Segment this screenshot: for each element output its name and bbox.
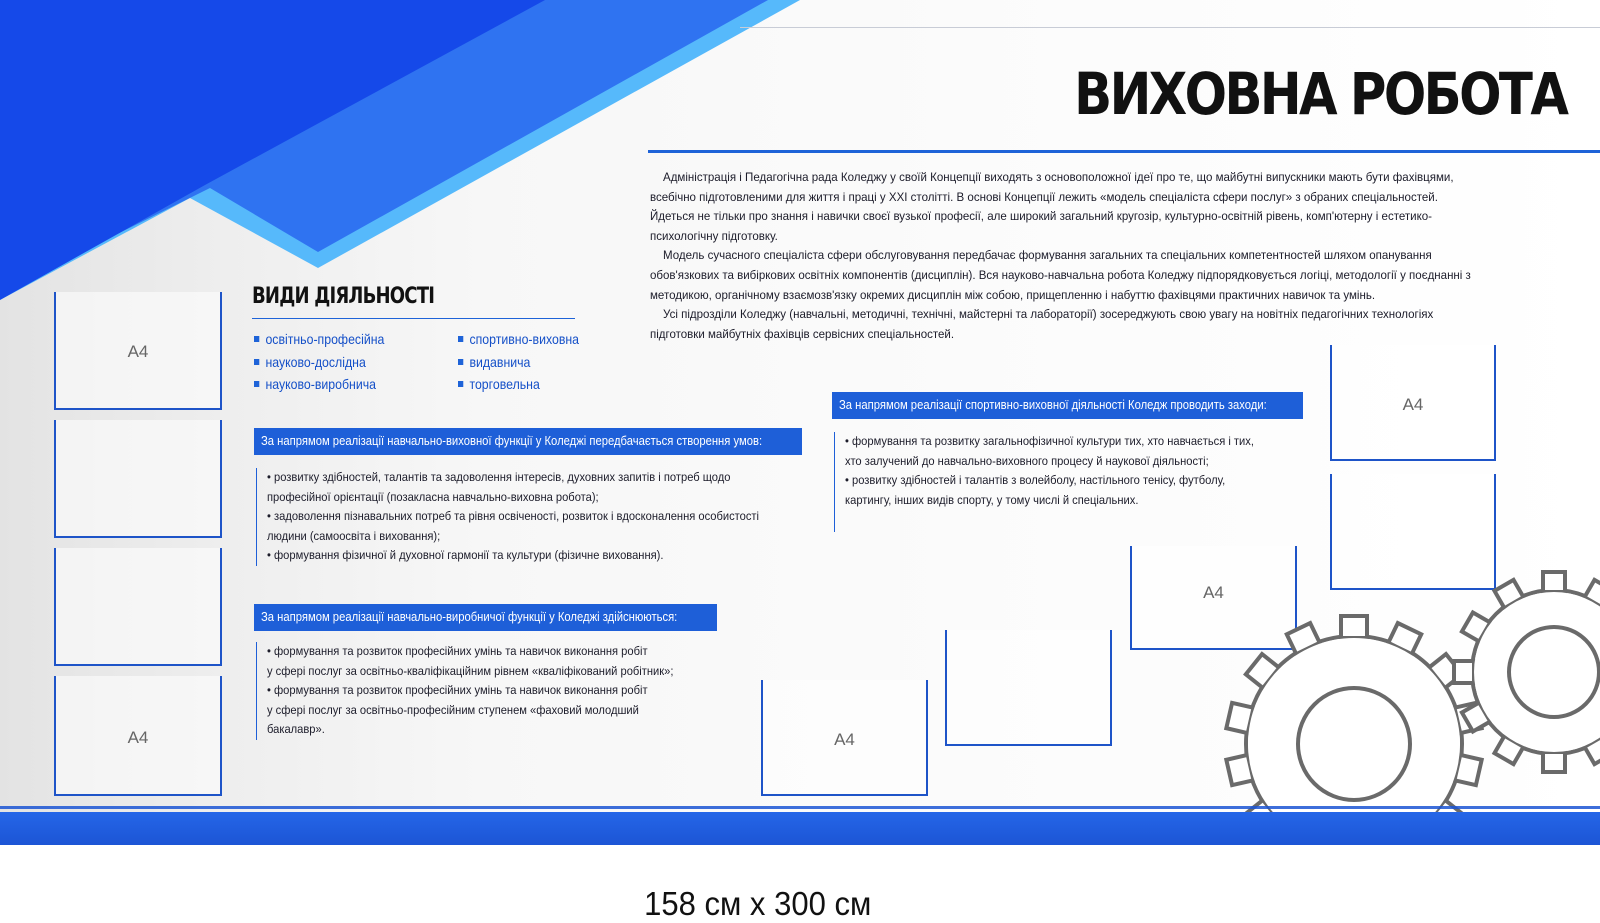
block-line: у сфері послуг за освітньо-професійним ступенем «фаховий молодший	[267, 702, 639, 717]
dimensions-caption	[48, 885, 1552, 923]
block-line: професійної орієнтації (позакласна навчально-виховна робота);	[267, 489, 599, 504]
activity-item: науково-дослідна	[254, 351, 384, 374]
block-line: • формування та розвиток професійних умінь та навичок виконання робіт	[267, 644, 648, 658]
footer-thin-stripe	[0, 806, 1600, 809]
gear-tooth	[1543, 752, 1565, 772]
block-line: • формування та розвиток професійних умінь та навичок виконання робіт	[267, 683, 648, 698]
board-title: ВИХОВНА РОБОТА	[1073, 60, 1566, 128]
block-line: • задоволення пізнавальних потреб та рівня освіченості, розвиток і вдосконалення особистості	[267, 509, 760, 524]
pocket-label: А4	[1402, 395, 1424, 414]
activities-title: ВИДИ ДІЯЛЬНОСТІ	[252, 284, 435, 309]
pocket-label: А4	[127, 728, 149, 747]
block-line: у сфері послуг за освітньо-кваліфікаційним рівнем «кваліфікований робітник»;	[267, 663, 674, 678]
block-line: картингу, інших видів спорту, у тому числі й спеціальних.	[845, 492, 1139, 507]
gear-tooth	[1543, 572, 1565, 592]
intro-paragraph: Модель сучасного спеціаліста сфери обслуговування передбачає формування загальних та спеціальних компетентностей шляхом опанування обов'язкових та вибіркових освітніх компонентів (дисциплін). Вся науково-навчальна робота Коледжу підпорядковується логіці, методології у поєднанні з методикою, органічному взаємозв'язку окремих дисциплін між собою, прищепленню і набуттю фахівцями практичних навичок та умінь.	[650, 248, 1471, 302]
dimensions-text: 158 см х 300 см	[644, 885, 872, 922]
activity-item: спортивно-виховна	[458, 328, 579, 351]
activity-item: науково-виробнича	[254, 373, 384, 396]
block-line: • формування фізичної й духовної гармонії та культури (фізичне виховання).	[267, 548, 664, 563]
activity-item: освітньо-професійна	[254, 328, 384, 351]
educational-header-text: За напрямом реалізації навчально-виховної функції у Коледжі передбачається створення умов:	[261, 434, 763, 448]
block-line: людини (самоосвіта і виховання);	[267, 528, 441, 543]
activity-item: видавнича	[458, 351, 579, 374]
sports-header-text: За напрямом реалізації спортивно-виховної діяльності Коледж проводить заходи:	[839, 398, 1267, 412]
footer-stripe	[0, 812, 1600, 845]
gear-tooth	[1454, 661, 1474, 683]
block-line: • формування та розвитку загальнофізичної культури тих, хто навчається і тих,	[845, 434, 1254, 448]
block-line: • розвитку здібностей, талантів та задоволення інтересів, духовних запитів і потреб щодо	[267, 470, 731, 484]
production-header-text: За напрямом реалізації навчально-виробничої функції у Коледжі здійснюються:	[261, 610, 678, 624]
gear-tooth	[1341, 616, 1367, 638]
pocket-label: А4	[1203, 583, 1224, 602]
block-line: • розвитку здібностей і талантів з волейболу, настільного тенісу, футболу,	[845, 473, 1226, 488]
pocket-label: А4	[834, 730, 855, 749]
activity-item: торговельна	[458, 373, 579, 396]
intro-paragraph: Адміністрація і Педагогічна рада Коледжу у своїй Концепції виходять з основоположної ідеї про те, що майбутні випускники мають бути фахівцями, всебічно підготовленими для життя і праці у XXI столітті. В основі Концепції лежить «модель спеціаліста сфери послуг» з обраних спеціальностей. Йдеться не тільки про знання і навички своєї вузької професії, але широкий загальний кругозір, культурно-освітній рівень, комп'ютерну і естетико-психологічну підготовку.	[650, 170, 1454, 243]
pocket-label: А4	[127, 342, 149, 361]
block-line: бакалавр».	[267, 722, 325, 737]
block-line: хто залучений до навчально-виховного процесу й наукової діяльності;	[845, 453, 1209, 468]
intro-paragraph: Усі підрозділи Коледжу (навчальні, методичні, технічні, майстерні та лабораторії) зосереджують свою увагу на новітніх педагогічних технологіях підготовки майбутніх фахівців сервісних спеціальностей.	[650, 307, 1434, 341]
